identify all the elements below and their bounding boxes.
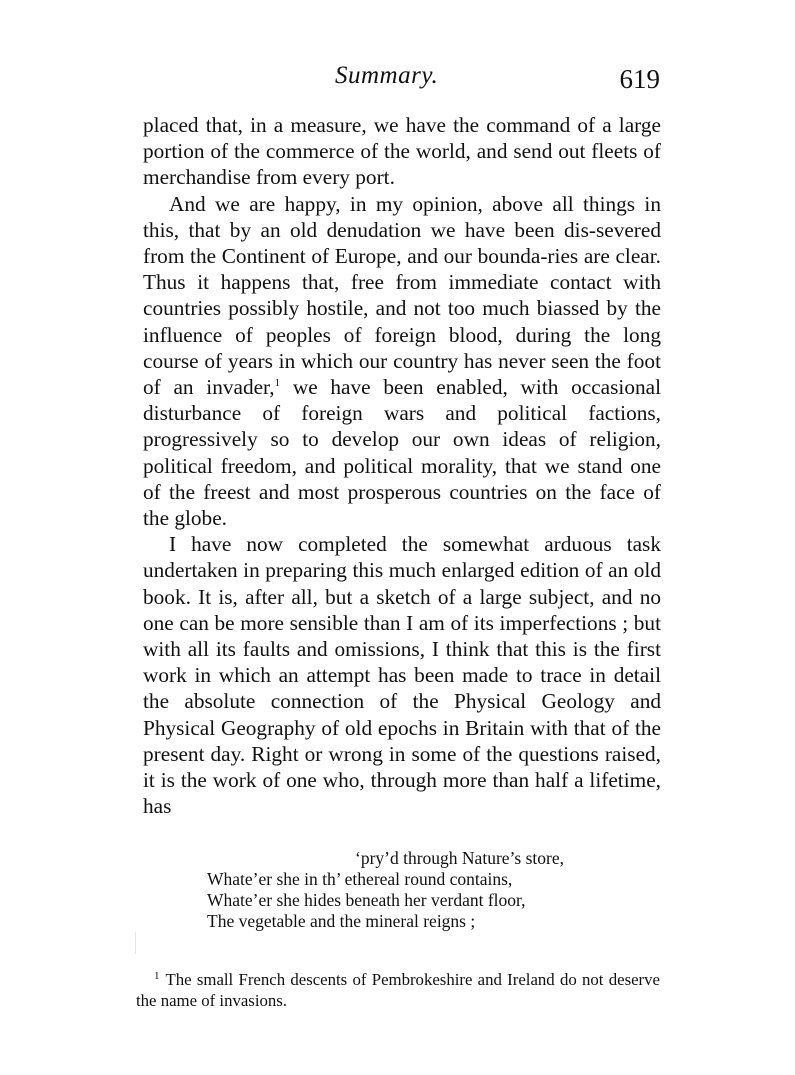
footnote-text: The small French descents of Pembrokeshire and Ireland do not deserve the name of invasions. <box>136 970 660 1010</box>
paragraph-2 <box>143 191 661 532</box>
body-text <box>143 112 661 819</box>
verse-line: The vegetable and the mineral reigns ; <box>207 911 476 931</box>
paragraph-1: placed that, in a measure, we have the command of a large portion of the commerce of the world, and send out fleets of merchandise from every port. <box>143 113 661 190</box>
paragraph-2-part-a: And we are happy, in my opinion, above all things in this, that by an old denudation we have been dis-severed from the Continent of Europe, and our bounda-ries are clear. Thus it happens that, free from immediate contact with countries possibly hostile, and not too much biassed by the influence of peoples of foreign blood, during the long course of years in which our country has never seen the foot of an invader, <box>143 191 661 400</box>
paragraph-2-part-b: we have been enabled, with occasional disturbance of foreign wars and political factions, progressively so to develop our own ideas of religion, political freedom, and political morality, that we stand one of the freest and most prosperous countries on the face of the globe. <box>143 375 661 531</box>
verse-line: Whate’er she in th’ ethereal round contains, <box>207 869 513 889</box>
page-header <box>0 62 795 102</box>
verse-line: Whate’er she hides beneath her verdant floor, <box>207 890 526 910</box>
paragraph-3: I have now completed the somewhat arduous task undertaken in preparing this much enlarged edition of an old book. It is, after all, but a sketch of a large subject, and no one can be more sensible than I am of its imperfections ; but with all its faults and omissions, I think that this is the first work in which an attempt has been made to trace in detail the absolute connection of the Physical Geology and Physical Geography of old epochs in Britain with that of the present day. Right or wrong in some of the questions raised, it is the work of one who, through more than half a lifetime, has <box>143 532 661 819</box>
footnote <box>136 966 660 1011</box>
footnote-reference: 1 <box>274 377 281 390</box>
footnote-divider <box>135 932 136 954</box>
running-head: Summary. <box>335 62 439 89</box>
verse-quotation <box>207 848 564 932</box>
page-number: 619 <box>619 64 660 94</box>
verse-line: ‘pry’d through Nature’s store, <box>355 848 564 868</box>
footnote-marker: 1 <box>154 970 160 982</box>
